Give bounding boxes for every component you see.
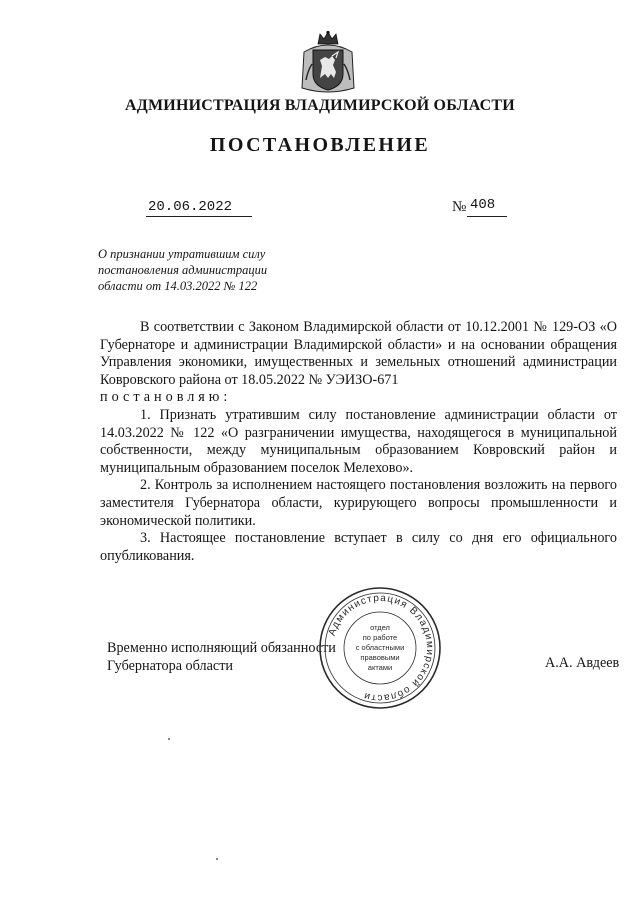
preamble-paragraph: В соответствии с Законом Владимирской области от 10.12.2001 № 129-ОЗ «О Губернаторе и администрации Владимирской области» и на основании обращения Управления экономики, имущественных и земельных отношений администрации Ковровского района от 18.05.2022 № УЭИЗО-671 <box>100 319 617 388</box>
signer-name: А.А. Авдеев <box>545 655 620 671</box>
stamp-inner-line: по работе <box>362 633 398 642</box>
item-paragraph: 2. Контроль за исполнением настоящего постановления возложить на первого заместителя Губернатора области, курирующего вопросы промышленности и экономической политики. <box>100 477 617 529</box>
date-underline <box>146 216 252 217</box>
document-body <box>100 319 617 565</box>
stamp-inner-line: отдел <box>370 623 390 632</box>
signer-position-line: Временно исполняющий обязанности <box>107 640 336 656</box>
coat-of-arms-emblem <box>298 30 358 98</box>
stamp-inner-line: с областными <box>355 643 405 652</box>
stamp-inner-line: актами <box>367 663 393 672</box>
subject-line: постановления администрации <box>98 263 268 277</box>
resolve-word: постановляю: <box>100 389 232 406</box>
item-paragraph: 3. Настоящее постановление вступает в силу со дня его официального опубликования. <box>100 530 617 564</box>
scan-speck <box>216 858 218 860</box>
stamp-inner-line: правовыми <box>360 653 400 662</box>
document-type-title: ПОСТАНОВЛЕНИЕ <box>209 134 431 156</box>
document-subject <box>98 246 298 294</box>
stamp-ring-text: Администрация Владимирской области <box>326 592 436 704</box>
organization-title: АДМИНИСТРАЦИЯ ВЛАДИМИРСКОЙ ОБЛАСТИ <box>125 97 515 114</box>
office-stamp <box>318 586 442 710</box>
signer-position <box>107 640 336 675</box>
document-date: 20.06.2022 <box>148 199 233 215</box>
subject-line: О признании утратившим силу <box>98 247 266 261</box>
signer-position-line: Губернатора области <box>107 657 233 674</box>
document-number: 408 <box>470 197 496 213</box>
scan-speck <box>168 738 170 740</box>
number-underline <box>467 216 507 217</box>
subject-line: области от 14.03.2022 № 122 <box>98 279 258 293</box>
number-label: № <box>452 199 467 215</box>
item-paragraph: 1. Признать утратившим силу постановление администрации области от 14.03.2022 № 122 «О разграничении имущества, находящегося в муниципальной собственности, между муниципальным образованием Ковровский район и муниципальным образованием поселок Мелехово». <box>100 406 617 476</box>
